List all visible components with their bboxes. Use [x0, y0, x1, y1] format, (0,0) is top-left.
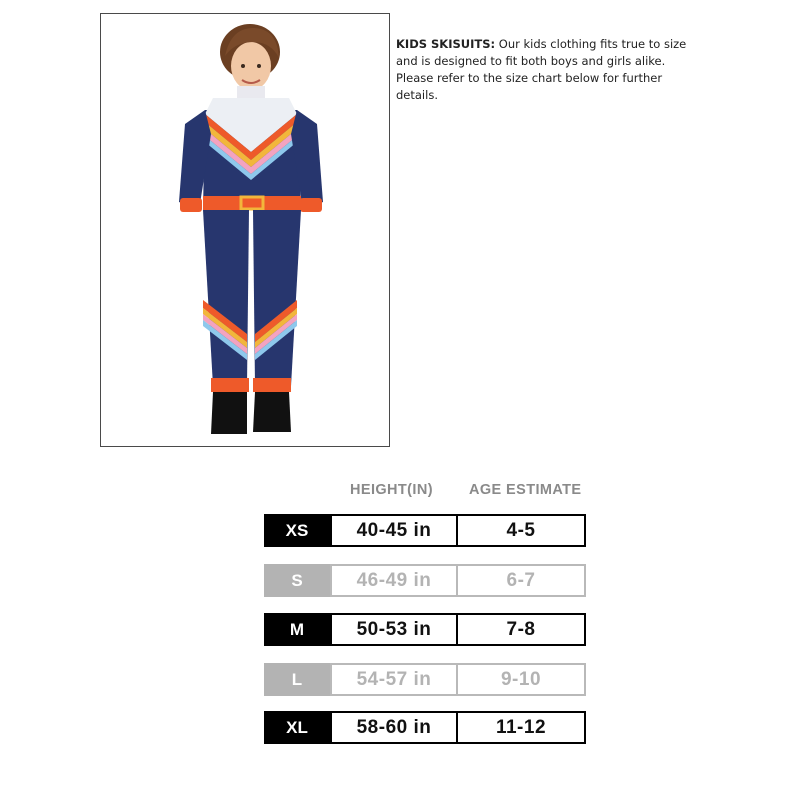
kid-skisuit-illustration	[101, 14, 389, 446]
size-row-xl	[264, 711, 586, 744]
height-value: 50-53 in	[330, 613, 457, 646]
height-column-header: HEIGHT(IN)	[350, 482, 433, 498]
size-row-xs	[264, 514, 586, 547]
age-value: 6-7	[457, 564, 586, 597]
intro-heading: KIDS SKISUITS:	[396, 37, 496, 51]
age-value: 7-8	[457, 613, 586, 646]
size-row-s	[264, 564, 586, 597]
age-value: 11-12	[457, 711, 586, 744]
height-value: 58-60 in	[330, 711, 457, 744]
intro-body: Our kids clothing fits true to size and is designed to fit both boys and girls alike. Please refer to the size chart below for further details.	[396, 37, 687, 102]
age-value: 9-10	[457, 663, 586, 696]
size-label: XS	[264, 514, 330, 547]
size-label: S	[264, 564, 330, 597]
size-label: L	[264, 663, 330, 696]
height-value: 40-45 in	[330, 514, 457, 547]
age-column-header: AGE ESTIMATE	[469, 482, 582, 498]
size-label: XL	[264, 711, 330, 744]
size-row-m	[264, 613, 586, 646]
height-value: 54-57 in	[330, 663, 457, 696]
size-row-l	[264, 663, 586, 696]
height-value: 46-49 in	[330, 564, 457, 597]
size-guide-intro	[396, 36, 696, 104]
age-value: 4-5	[457, 514, 586, 547]
product-photo	[100, 13, 390, 447]
size-label: M	[264, 613, 330, 646]
